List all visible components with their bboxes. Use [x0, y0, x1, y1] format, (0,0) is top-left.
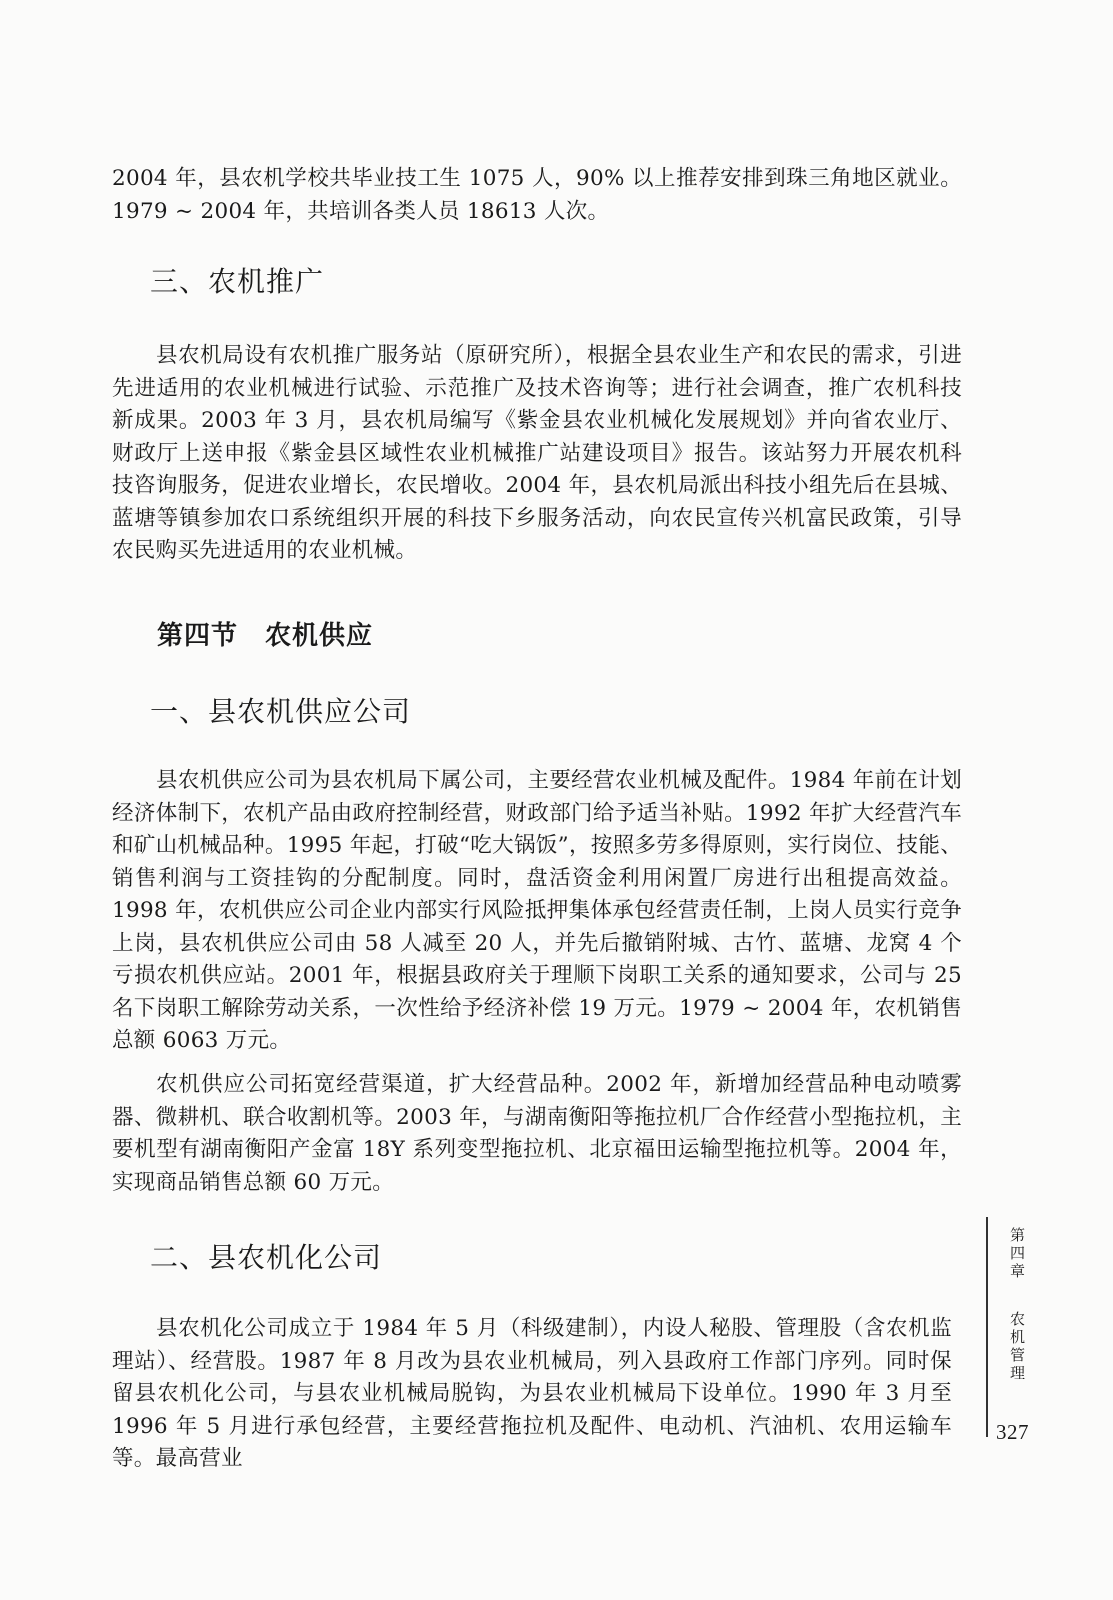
- section-heading-mechanization-company: 二、县农机化公司: [150, 1241, 383, 1274]
- mechanization-company-paragraph: 县农机化公司成立于 1984 年 5 月（科级建制），内设人秘股、管理股（含农机监理站）、经营股。1987 年 8 月改为县农业机械局，列入县政府工作部门序列。同时保留县农机化公司，与县农业机械局脱钩，为县农业机械局下设单位。1990 年 3 月至 1996 年 5 月进行承包经营，主要经营拖拉机及配件、电动机、汽油机、农用运输车等。最高营业: [112, 1316, 952, 1471]
- chapter-side-tab: [1000, 1227, 1026, 1383]
- side-tab-title: 农机管理: [1008, 1310, 1026, 1383]
- chapter-section-heading: 第四节 农机供应: [157, 621, 374, 651]
- promotion-paragraph: 县农机局设有农机推广服务站（原研究所），根据全县农业生产和农民的需求，引进先进适用的农业机械进行试验、示范推广及技术咨询等；进行社会调查，推广农机科技新成果。2003 年 3 月，县农机局编写《紫金县农业机械化发展规划》并向省农业厅、财政厅上送申报《紫金县区域性农业机械推广站建设项目》报告。该站努力开展农机科技咨询服务，促进农业增长，农民增收。2004 年，县农机局派出科技小组先后在县城、蓝塘等镇参加农口系统组织开展的科技下乡服务活动，向农民宣传兴机富民政策，引导农民购买先进适用的农业机械。: [112, 343, 962, 563]
- page-number: 327: [996, 1420, 1029, 1444]
- supply-company-paragraph-2: 农机供应公司拓宽经营渠道，扩大经营品种。2002 年，新增加经营品种电动喷雾器、微耕机、联合收割机等。2003 年，与湖南衡阳等拖拉机厂合作经营小型拖拉机，主要机型有湖南衡阳产金富 18Y 系列变型拖拉机、北京福田运输型拖拉机等。2004 年，实现商品销售总额 60 万元。: [112, 1072, 962, 1195]
- intro-paragraph: 2004 年，县农机学校共毕业技工生 1075 人，90% 以上推荐安排到珠三角地区就业。1979 ~ 2004 年，共培训各类人员 18613 人次。: [112, 166, 962, 224]
- side-tab-chapter: 第四章: [1008, 1227, 1026, 1281]
- margin-rule: [986, 1217, 988, 1437]
- section-heading-promotion: 三、农机推广: [150, 265, 325, 298]
- supply-company-paragraph-1: 县农机供应公司为县农机局下属公司，主要经营农业机械及配件。1984 年前在计划经济体制下，农机产品由政府控制经营，财政部门给予适当补贴。1992 年扩大经营汽车和矿山机械品种。1995 年起，打破“吃大锅饭”，按照多劳多得原则，实行岗位、技能、销售利润与工资挂钩的分配制度。同时，盘活资金利用闲置厂房进行出租提高效益。1998 年，农机供应公司企业内部实行风险抵押集体承包经营责任制，上岗人员实行竞争上岗，县农机供应公司由 58 人减至 20 人，并先后撤销附城、古竹、蓝塘、龙窝 4 个亏损农机供应站。2001 年，根据县政府关于理顺下岗职工关系的通知要求，公司与 25 名下岗职工解除劳动关系，一次性给予经济补偿 19 万元。1979 ~ 2004 年，农机销售总额 6063 万元。: [112, 768, 962, 1053]
- section-heading-supply-company: 一、县农机供应公司: [150, 695, 412, 728]
